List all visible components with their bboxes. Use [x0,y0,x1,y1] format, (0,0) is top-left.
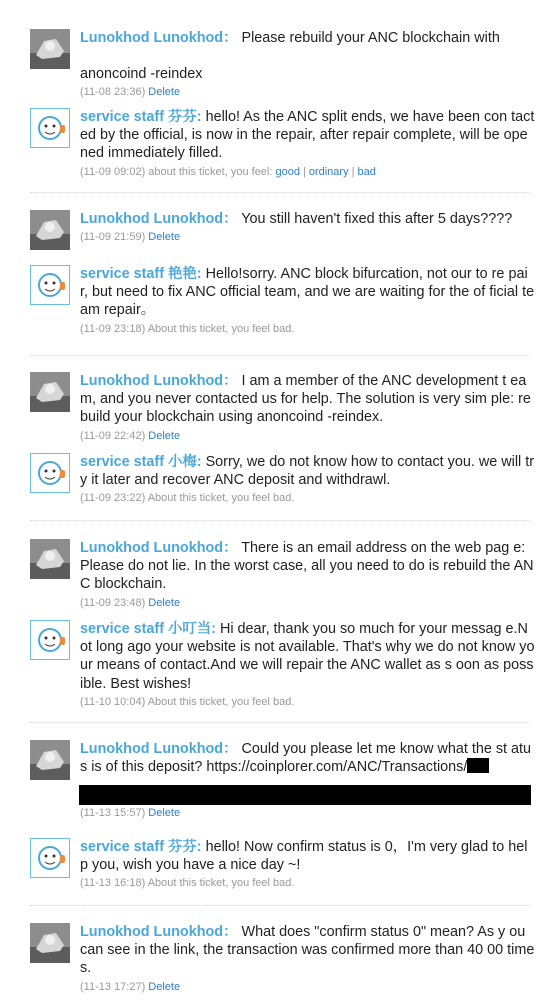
timestamp: (11-08 23:36) [80,86,146,99]
message-text: service staff 芬芬: hello! As the ANC split ends, we have been con tacted by the official, is now in the repair, after repair complete, will be opened immediately filled. [80,109,535,162]
user-avatar [30,29,70,69]
redaction-bar [467,758,489,773]
author-name: service staff 艳艳: [80,266,202,282]
message-meta: (11-13 16:18) About this ticket, you feel bad. [80,877,295,890]
author-name: service staff 芬芬: [80,839,202,855]
delete-link[interactable]: Delete [148,807,181,820]
message-text: Lunokhod Lunokhod： I am a member of the ANC development t eam, and you never contacted us for help. The solution is very sim ple: rebuild your blockchain using anoncoind -reindex. [80,373,531,426]
message-text: Lunokhod Lunokhod： There is an email address on the web pag e: Please do not lie. In the worst case, all you need to do is rebuild the ANC blockchain. [80,540,534,593]
redaction-block [79,785,531,805]
author-name: service staff 小叮当: [80,621,216,637]
divider [30,192,530,193]
user-avatar [30,923,70,963]
message-meta [80,429,535,443]
message-meta [80,596,535,610]
message-text: Lunokhod Lunokhod： Please rebuild your ANC blockchain with anoncoind -reindex [80,30,500,83]
message-meta [80,85,535,99]
author-name: service staff 小梅: [80,454,202,470]
user-avatar [30,210,70,250]
author-name: Lunokhod Lunokhod [80,741,224,757]
author-name: Lunokhod Lunokhod [80,924,224,940]
message-meta: (11-09 23:18) About this ticket, you feel bad. [80,322,295,335]
staff-avatar [30,453,70,493]
delete-link[interactable]: Delete [148,596,181,609]
divider [30,722,530,723]
author-name: service staff 芬芬: [80,109,202,125]
staff-avatar [30,108,70,148]
divider [30,355,530,356]
delete-link[interactable]: Delete [148,231,181,244]
timestamp: (11-09 23:18) [80,322,146,335]
divider [30,905,530,906]
divider [30,520,530,521]
rate-bad-link[interactable]: bad [357,165,376,178]
timestamp: (11-09 22:42) [80,429,146,442]
message-meta: (11-10 10:04) About this ticket, you feel bad. [80,695,295,708]
timestamp: (11-13 15:57) [80,807,146,820]
staff-avatar [30,620,70,660]
author-name: Lunokhod Lunokhod [80,373,224,389]
timestamp: (11-09 21:59) [80,231,146,244]
message-text: Lunokhod Lunokhod： Could you please let me know what the st atus is of this deposit? https://coinplorer.com/ANC/Transactions/ [80,741,532,776]
message-text: service staff 艳艳: Hello!sorry. ANC block bifurcation, not our to re pair, but need to fix ANC official team, and we are waiting for the of ficial team repair。 [80,266,535,319]
delete-link[interactable]: Delete [148,980,181,993]
message-meta [80,230,535,244]
rate-ordinary-link[interactable]: ordinary [308,165,349,178]
timestamp: (11-09 23:22) [80,492,146,505]
author-name: Lunokhod Lunokhod [80,540,224,556]
message-text: service staff 芬芬: hello! Now confirm status is 0，I'm very glad to help you, wish you have a nice day ~! [80,839,528,874]
timestamp: (11-13 17:27) [80,980,146,993]
message-text: Lunokhod Lunokhod： You still haven't fixed this after 5 days???? [80,211,513,227]
message-meta [80,806,535,820]
message-meta: (11-09 23:22) About this ticket, you feel bad. [80,492,295,505]
user-avatar [30,372,70,412]
author-name: Lunokhod Lunokhod [80,211,224,227]
message-meta [80,980,535,994]
message-text: service staff 小叮当: Hi dear, thank you so much for your messag e.Not long ago your website is not available. That's why we do not know your means of contact.And we will repair the ANC wallet as s oon as possible. Best wishes! [80,621,535,692]
delete-link[interactable]: Delete [148,86,181,99]
timestamp: (11-13 16:18) [80,877,146,890]
timestamp: (11-10 10:04) [80,695,146,708]
message-meta: (11-09 09:02) about this ticket, you feel: good | ordinary | bad [80,165,376,178]
staff-avatar [30,838,70,878]
user-avatar [30,740,70,780]
message-text: service staff 小梅: Sorry, we do not know how to contact you. we will try it later and recover ANC deposit and withdrawl. [80,454,535,489]
delete-link[interactable]: Delete [148,429,181,442]
timestamp: (11-09 23:48) [80,596,146,609]
rate-good-link[interactable]: good [275,165,300,178]
message-text: Lunokhod Lunokhod： What does "confirm status 0" mean? As y ou can see in the link, the transaction was confirmed more than 40 00 times. [80,924,535,977]
user-avatar [30,539,70,579]
staff-avatar [30,265,70,305]
timestamp: (11-09 09:02) [80,165,146,178]
author-name: Lunokhod Lunokhod [80,30,224,46]
